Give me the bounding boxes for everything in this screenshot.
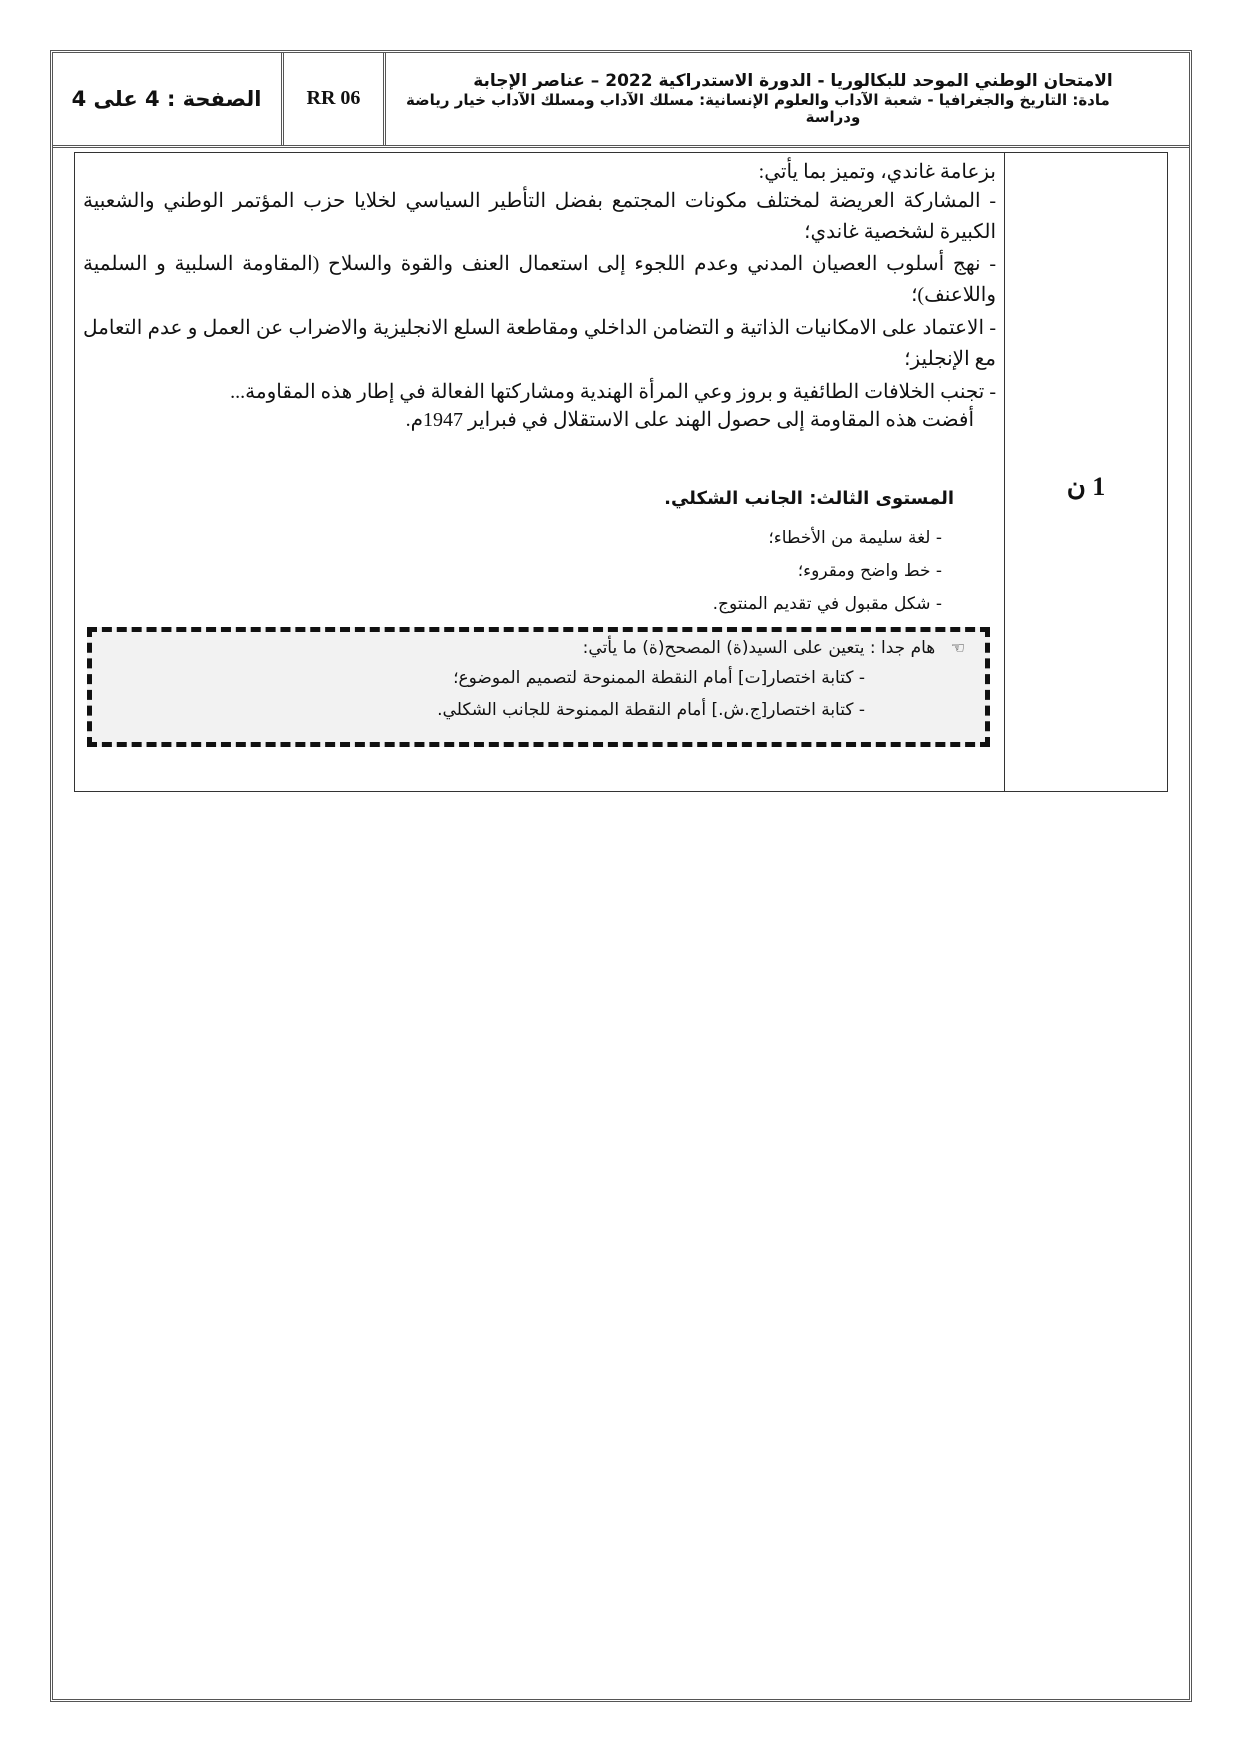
score-cell (1005, 153, 1167, 791)
criterion-2: - خط واضح ومقروء؛ (797, 561, 942, 581)
pointing-hand-icon: ☜ (950, 638, 965, 657)
exam-code: RR 06 (284, 52, 386, 145)
score-value: 1 ن (1066, 472, 1106, 501)
criterion-3: - شكل مقبول في تقديم المنتوج. (712, 594, 942, 614)
point-2: - نهج أسلوب العصيان المدني وعدم اللجوء إلى استعمال العنف والقوة والسلاح (المقاومة السلبية و السلمية واللاعنف)؛ (83, 253, 996, 306)
title-line-2: مادة: التاريخ والجغرافيا - شعبة الآداب والعلوم الإنسانية: مسلك الآداب ومسلك الآداب خيار رياضة (406, 91, 1110, 109)
notice-heading-text: هام جدا : يتعين على السيد(ة) المصحح(ة) ما يأتي: (582, 638, 936, 658)
page-number: الصفحة : 4 على 4 (52, 52, 284, 145)
intro-text: بزعامة غاندي، وتميز بما يأتي: (758, 161, 996, 183)
answer-table (74, 152, 1168, 792)
answer-content (75, 153, 1005, 791)
point-4: - تجنب الخلافات الطائفية و بروز وعي المرأة الهندية ومشاركتها الفعالة في إطار هذه المقاومة... (230, 381, 996, 403)
notice-line-1: - كتابة اختصار[ت] أمام النقطة الممنوحة لتصميم الموضوع؛ (453, 668, 865, 688)
title-line-1: الامتحان الوطني الموحد للبكالوريا - الدورة الاستدراكية 2022 – عناصر الإجابة (473, 71, 1113, 91)
important-notice-box (87, 627, 990, 747)
notice-line-2: - كتابة اختصار[ج.ش.] أمام النقطة الممنوحة للجانب الشكلي. (437, 700, 865, 720)
notice-heading (583, 638, 965, 658)
title-line-3: ودراسة (805, 108, 861, 126)
point-3: - الاعتماد على الامكانيات الذاتية و التضامن الداخلي ومقاطعة السلع الانجليزية والاضراب عن العمل و عدم التعامل مع الإنجليز؛ (83, 317, 996, 370)
conclusion: أفضت هذه المقاومة إلى حصول الهند على الاستقلال في فبراير 1947م. (405, 409, 974, 431)
header (52, 52, 1190, 148)
exam-title (386, 52, 1190, 145)
point-1: - المشاركة العريضة لمختلف مكونات المجتمع بفضل التأطير السياسي لخلايا حزب المؤتمر الوطني والشعبية الكبيرة لشخصية غاندي؛ (83, 190, 996, 243)
level3-title: المستوى الثالث: الجانب الشكلي. (664, 488, 954, 509)
criterion-1: - لغة سليمة من الأخطاء؛ (768, 528, 942, 548)
